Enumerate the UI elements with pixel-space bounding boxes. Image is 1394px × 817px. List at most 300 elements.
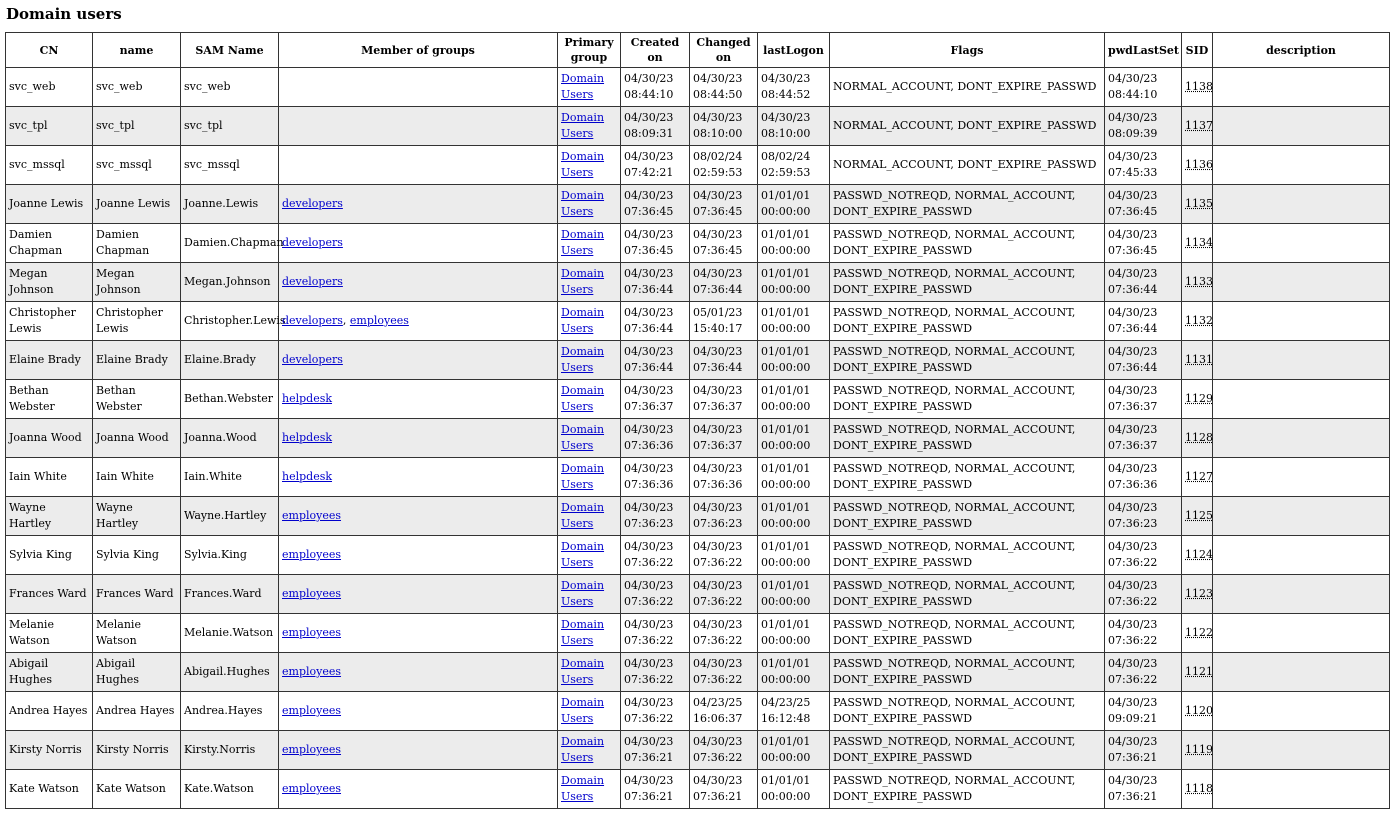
cell-flags: NORMAL_ACCOUNT, DONT_EXPIRE_PASSWD: [830, 146, 1105, 185]
cell-pwd-last-set: 04/30/23 07:36:22: [1105, 575, 1182, 614]
cell-flags: PASSWD_NOTREQD, NORMAL_ACCOUNT, DONT_EXPIRE_PASSWD: [830, 731, 1105, 770]
cell-created-on: 04/30/23 07:36:44: [621, 263, 690, 302]
sid-value[interactable]: 1120: [1185, 704, 1213, 717]
cell-description: [1213, 770, 1390, 809]
cell-pwd-last-set: 04/30/23 07:36:44: [1105, 341, 1182, 380]
cell-cn: Joanne Lewis: [6, 185, 93, 224]
cell-last-logon: 01/01/01 00:00:00: [758, 224, 830, 263]
cell-name: Frances Ward: [93, 575, 181, 614]
column-header-flags[interactable]: Flags: [830, 33, 1105, 68]
cell-last-logon: 01/01/01 00:00:00: [758, 731, 830, 770]
cell-pwd-last-set: 04/30/23 07:36:45: [1105, 185, 1182, 224]
cell-name: Kate Watson: [93, 770, 181, 809]
primary-group-link[interactable]: Domain Users: [561, 423, 605, 452]
cell-changed-on: 04/30/23 07:36:37: [690, 419, 758, 458]
cell-sid: [1182, 458, 1213, 497]
cell-sid: [1182, 653, 1213, 692]
cell-primary-group: [558, 185, 621, 224]
primary-group-link[interactable]: Domain Users: [561, 228, 605, 257]
table-body: [6, 68, 1390, 809]
sid-value[interactable]: 1123: [1185, 587, 1213, 600]
cell-description: [1213, 614, 1390, 653]
cell-created-on: 04/30/23 07:36:21: [621, 770, 690, 809]
cell-changed-on: 04/30/23 07:36:36: [690, 458, 758, 497]
column-header-primary-group[interactable]: Primary group: [558, 33, 621, 68]
table-row: [6, 614, 1390, 653]
cell-last-logon: 01/01/01 00:00:00: [758, 653, 830, 692]
table-row: [6, 302, 1390, 341]
table-row: [6, 263, 1390, 302]
cell-sid: [1182, 107, 1213, 146]
cell-pwd-last-set: 04/30/23 07:36:44: [1105, 263, 1182, 302]
table-row: [6, 185, 1390, 224]
cell-created-on: 04/30/23 07:36:22: [621, 692, 690, 731]
cell-created-on: 04/30/23 07:36:36: [621, 458, 690, 497]
cell-flags: PASSWD_NOTREQD, NORMAL_ACCOUNT, DONT_EXPIRE_PASSWD: [830, 614, 1105, 653]
cell-sid: [1182, 224, 1213, 263]
cell-changed-on: 04/30/23 08:10:00: [690, 107, 758, 146]
cell-primary-group: [558, 68, 621, 107]
cell-name: Christopher Lewis: [93, 302, 181, 341]
sid-value[interactable]: 1138: [1185, 80, 1213, 93]
cell-description: [1213, 653, 1390, 692]
group-link[interactable]: employees: [349, 314, 409, 327]
cell-description: [1213, 302, 1390, 341]
cell-member-of-groups: [279, 263, 558, 302]
cell-cn: Christopher Lewis: [6, 302, 93, 341]
cell-created-on: 04/30/23 07:36:22: [621, 614, 690, 653]
group-link[interactable]: employees: [282, 743, 342, 756]
group-link[interactable]: helpdesk: [282, 392, 333, 405]
cell-description: [1213, 107, 1390, 146]
cell-sid: [1182, 185, 1213, 224]
cell-pwd-last-set: 04/30/23 07:36:44: [1105, 302, 1182, 341]
cell-primary-group: [558, 653, 621, 692]
cell-sam-name: svc_mssql: [181, 146, 279, 185]
column-header-member-of-groups[interactable]: Member of groups: [279, 33, 558, 68]
cell-primary-group: [558, 575, 621, 614]
sid-value[interactable]: 1128: [1185, 431, 1213, 444]
cell-description: [1213, 263, 1390, 302]
sid-value[interactable]: 1137: [1185, 119, 1213, 132]
cell-pwd-last-set: 04/30/23 07:36:21: [1105, 731, 1182, 770]
cell-last-logon: 04/23/25 16:12:48: [758, 692, 830, 731]
cell-sid: [1182, 575, 1213, 614]
cell-primary-group: [558, 146, 621, 185]
sid-value[interactable]: 1119: [1185, 743, 1213, 756]
cell-created-on: 04/30/23 07:36:44: [621, 302, 690, 341]
cell-last-logon: 01/01/01 00:00:00: [758, 380, 830, 419]
group-link[interactable]: employees: [282, 587, 342, 600]
cell-flags: PASSWD_NOTREQD, NORMAL_ACCOUNT, DONT_EXPIRE_PASSWD: [830, 224, 1105, 263]
table-row: [6, 380, 1390, 419]
sid-value[interactable]: 1121: [1185, 665, 1213, 678]
group-link[interactable]: employees: [282, 626, 342, 639]
cell-created-on: 04/30/23 08:09:31: [621, 107, 690, 146]
cell-sid: [1182, 419, 1213, 458]
cell-last-logon: 04/30/23 08:44:52: [758, 68, 830, 107]
cell-sid: [1182, 380, 1213, 419]
cell-member-of-groups: [279, 341, 558, 380]
cell-sam-name: Andrea.Hayes: [181, 692, 279, 731]
cell-name: svc_web: [93, 68, 181, 107]
cell-cn: svc_tpl: [6, 107, 93, 146]
cell-sam-name: Abigail.Hughes: [181, 653, 279, 692]
group-link[interactable]: employees: [282, 782, 342, 795]
cell-pwd-last-set: 04/30/23 07:36:22: [1105, 614, 1182, 653]
cell-description: [1213, 419, 1390, 458]
cell-created-on: 04/30/23 07:42:21: [621, 146, 690, 185]
cell-cn: Andrea Hayes: [6, 692, 93, 731]
cell-flags: PASSWD_NOTREQD, NORMAL_ACCOUNT, DONT_EXPIRE_PASSWD: [830, 458, 1105, 497]
table-header: [6, 33, 1390, 68]
cell-name: Damien Chapman: [93, 224, 181, 263]
sid-value[interactable]: 1136: [1185, 158, 1213, 171]
primary-group-link[interactable]: Domain Users: [561, 345, 605, 374]
cell-member-of-groups: [279, 536, 558, 575]
cell-flags: PASSWD_NOTREQD, NORMAL_ACCOUNT, DONT_EXPIRE_PASSWD: [830, 185, 1105, 224]
cell-description: [1213, 146, 1390, 185]
cell-member-of-groups: [279, 419, 558, 458]
cell-member-of-groups: [279, 68, 558, 107]
cell-member-of-groups: [279, 731, 558, 770]
cell-primary-group: [558, 341, 621, 380]
cell-changed-on: 04/23/25 16:06:37: [690, 692, 758, 731]
table-row: [6, 731, 1390, 770]
primary-group-link[interactable]: Domain Users: [561, 696, 605, 725]
cell-member-of-groups: [279, 146, 558, 185]
primary-group-link[interactable]: Domain Users: [561, 267, 605, 296]
cell-cn: Megan Johnson: [6, 263, 93, 302]
cell-sid: [1182, 497, 1213, 536]
cell-changed-on: 04/30/23 08:44:50: [690, 68, 758, 107]
cell-created-on: 04/30/23 07:36:37: [621, 380, 690, 419]
cell-cn: Iain White: [6, 458, 93, 497]
sid-value[interactable]: 1118: [1185, 782, 1213, 795]
cell-description: [1213, 341, 1390, 380]
cell-cn: Joanna Wood: [6, 419, 93, 458]
cell-cn: Damien Chapman: [6, 224, 93, 263]
cell-name: Joanne Lewis: [93, 185, 181, 224]
cell-pwd-last-set: 04/30/23 07:36:45: [1105, 224, 1182, 263]
cell-flags: PASSWD_NOTREQD, NORMAL_ACCOUNT, DONT_EXPIRE_PASSWD: [830, 497, 1105, 536]
cell-member-of-groups: [279, 653, 558, 692]
cell-primary-group: [558, 614, 621, 653]
cell-sam-name: Joanne.Lewis: [181, 185, 279, 224]
sid-value[interactable]: 1134: [1185, 236, 1213, 249]
cell-changed-on: 08/02/24 02:59:53: [690, 146, 758, 185]
primary-group-link[interactable]: Domain Users: [561, 540, 605, 569]
table-row: [6, 419, 1390, 458]
cell-description: [1213, 380, 1390, 419]
cell-cn: Melanie Watson: [6, 614, 93, 653]
cell-last-logon: 01/01/01 00:00:00: [758, 614, 830, 653]
cell-flags: PASSWD_NOTREQD, NORMAL_ACCOUNT, DONT_EXPIRE_PASSWD: [830, 263, 1105, 302]
cell-last-logon: 08/02/24 02:59:53: [758, 146, 830, 185]
cell-description: [1213, 536, 1390, 575]
column-header-changed-on[interactable]: Changed on: [690, 33, 758, 68]
group-link[interactable]: employees: [282, 665, 342, 678]
cell-flags: PASSWD_NOTREQD, NORMAL_ACCOUNT, DONT_EXPIRE_PASSWD: [830, 575, 1105, 614]
cell-primary-group: [558, 536, 621, 575]
cell-member-of-groups: [279, 770, 558, 809]
cell-name: Kirsty Norris: [93, 731, 181, 770]
group-link[interactable]: developers: [282, 197, 343, 210]
primary-group-link[interactable]: Domain Users: [561, 579, 605, 608]
cell-primary-group: [558, 497, 621, 536]
column-header-created-on[interactable]: Created on: [621, 33, 690, 68]
cell-flags: NORMAL_ACCOUNT, DONT_EXPIRE_PASSWD: [830, 68, 1105, 107]
cell-sid: [1182, 341, 1213, 380]
cell-last-logon: 01/01/01 00:00:00: [758, 575, 830, 614]
cell-sid: [1182, 731, 1213, 770]
column-header-cn[interactable]: CN: [6, 33, 93, 68]
cell-sam-name: Melanie.Watson: [181, 614, 279, 653]
sid-value[interactable]: 1129: [1185, 392, 1213, 405]
table-row: [6, 770, 1390, 809]
cell-sid: [1182, 536, 1213, 575]
group-link[interactable]: developers: [282, 353, 343, 366]
column-header-description[interactable]: description: [1213, 33, 1390, 68]
cell-cn: Frances Ward: [6, 575, 93, 614]
cell-member-of-groups: [279, 692, 558, 731]
cell-pwd-last-set: 04/30/23 07:36:36: [1105, 458, 1182, 497]
cell-name: Megan Johnson: [93, 263, 181, 302]
cell-changed-on: 04/30/23 07:36:22: [690, 731, 758, 770]
cell-cn: Bethan Webster: [6, 380, 93, 419]
cell-member-of-groups: [279, 107, 558, 146]
table-row: [6, 575, 1390, 614]
cell-description: [1213, 68, 1390, 107]
domain-users-table: [5, 32, 1390, 809]
cell-description: [1213, 458, 1390, 497]
primary-group-link[interactable]: Domain Users: [561, 306, 605, 335]
cell-description: [1213, 185, 1390, 224]
cell-sam-name: Bethan.Webster: [181, 380, 279, 419]
cell-sam-name: Wayne.Hartley: [181, 497, 279, 536]
cell-created-on: 04/30/23 08:44:10: [621, 68, 690, 107]
cell-pwd-last-set: 04/30/23 07:36:37: [1105, 380, 1182, 419]
column-header-pwd-last-set[interactable]: pwdLastSet: [1105, 33, 1182, 68]
cell-sid: [1182, 146, 1213, 185]
cell-cn: Elaine Brady: [6, 341, 93, 380]
cell-name: Andrea Hayes: [93, 692, 181, 731]
cell-pwd-last-set: 04/30/23 08:09:39: [1105, 107, 1182, 146]
cell-primary-group: [558, 692, 621, 731]
cell-changed-on: 04/30/23 07:36:37: [690, 380, 758, 419]
primary-group-link[interactable]: Domain Users: [561, 618, 605, 647]
primary-group-link[interactable]: Domain Users: [561, 774, 605, 803]
column-header-sid[interactable]: SID: [1182, 33, 1213, 68]
cell-last-logon: 01/01/01 00:00:00: [758, 536, 830, 575]
cell-created-on: 04/30/23 07:36:44: [621, 341, 690, 380]
sid-value[interactable]: 1131: [1185, 353, 1213, 366]
table-row: [6, 653, 1390, 692]
cell-name: svc_tpl: [93, 107, 181, 146]
cell-pwd-last-set: 04/30/23 07:36:37: [1105, 419, 1182, 458]
primary-group-link[interactable]: Domain Users: [561, 72, 605, 101]
primary-group-link[interactable]: Domain Users: [561, 150, 605, 179]
cell-created-on: 04/30/23 07:36:36: [621, 419, 690, 458]
group-link[interactable]: employees: [282, 548, 342, 561]
cell-changed-on: 04/30/23 07:36:44: [690, 263, 758, 302]
sid-value[interactable]: 1132: [1185, 314, 1213, 327]
group-link[interactable]: employees: [282, 509, 342, 522]
group-link[interactable]: developers: [282, 314, 343, 327]
cell-name: Joanna Wood: [93, 419, 181, 458]
cell-pwd-last-set: 04/30/23 07:36:21: [1105, 770, 1182, 809]
cell-sam-name: svc_tpl: [181, 107, 279, 146]
cell-sam-name: Christopher.Lewis: [181, 302, 279, 341]
cell-created-on: 04/30/23 07:36:21: [621, 731, 690, 770]
cell-cn: Abigail Hughes: [6, 653, 93, 692]
cell-name: Elaine Brady: [93, 341, 181, 380]
cell-flags: PASSWD_NOTREQD, NORMAL_ACCOUNT, DONT_EXPIRE_PASSWD: [830, 302, 1105, 341]
group-link[interactable]: developers: [282, 236, 343, 249]
cell-last-logon: 01/01/01 00:00:00: [758, 458, 830, 497]
cell-pwd-last-set: 04/30/23 08:44:10: [1105, 68, 1182, 107]
sid-value[interactable]: 1133: [1185, 275, 1213, 288]
cell-cn: svc_web: [6, 68, 93, 107]
column-header-name[interactable]: name: [93, 33, 181, 68]
cell-member-of-groups: [279, 614, 558, 653]
cell-pwd-last-set: 04/30/23 07:36:22: [1105, 536, 1182, 575]
cell-member-of-groups: [279, 185, 558, 224]
cell-changed-on: 04/30/23 07:36:22: [690, 575, 758, 614]
cell-sid: [1182, 692, 1213, 731]
primary-group-link[interactable]: Domain Users: [561, 657, 605, 686]
table-row: [6, 692, 1390, 731]
cell-sam-name: Elaine.Brady: [181, 341, 279, 380]
cell-created-on: 04/30/23 07:36:45: [621, 185, 690, 224]
cell-flags: PASSWD_NOTREQD, NORMAL_ACCOUNT, DONT_EXPIRE_PASSWD: [830, 341, 1105, 380]
group-link[interactable]: developers: [282, 275, 343, 288]
cell-created-on: 04/30/23 07:36:23: [621, 497, 690, 536]
cell-last-logon: 01/01/01 00:00:00: [758, 263, 830, 302]
cell-changed-on: 04/30/23 07:36:22: [690, 536, 758, 575]
cell-changed-on: 04/30/23 07:36:22: [690, 653, 758, 692]
cell-created-on: 04/30/23 07:36:45: [621, 224, 690, 263]
cell-pwd-last-set: 04/30/23 07:45:33: [1105, 146, 1182, 185]
cell-name: Iain White: [93, 458, 181, 497]
cell-sam-name: Iain.White: [181, 458, 279, 497]
page-title: Domain users: [6, 5, 122, 23]
group-link[interactable]: employees: [282, 704, 342, 717]
cell-last-logon: 01/01/01 00:00:00: [758, 770, 830, 809]
cell-name: svc_mssql: [93, 146, 181, 185]
cell-primary-group: [558, 224, 621, 263]
cell-cn: Wayne Hartley: [6, 497, 93, 536]
cell-flags: PASSWD_NOTREQD, NORMAL_ACCOUNT, DONT_EXPIRE_PASSWD: [830, 770, 1105, 809]
sid-value[interactable]: 1122: [1185, 626, 1213, 639]
cell-sam-name: Kirsty.Norris: [181, 731, 279, 770]
cell-cn: svc_mssql: [6, 146, 93, 185]
sid-value[interactable]: 1127: [1185, 470, 1213, 483]
cell-member-of-groups: [279, 497, 558, 536]
cell-last-logon: 01/01/01 00:00:00: [758, 341, 830, 380]
cell-member-of-groups: [279, 224, 558, 263]
sid-value[interactable]: 1125: [1185, 509, 1213, 522]
cell-sam-name: Megan.Johnson: [181, 263, 279, 302]
cell-description: [1213, 575, 1390, 614]
cell-member-of-groups: [279, 380, 558, 419]
cell-created-on: 04/30/23 07:36:22: [621, 536, 690, 575]
cell-primary-group: [558, 107, 621, 146]
cell-cn: Kate Watson: [6, 770, 93, 809]
cell-flags: NORMAL_ACCOUNT, DONT_EXPIRE_PASSWD: [830, 107, 1105, 146]
cell-sid: [1182, 302, 1213, 341]
cell-last-logon: 01/01/01 00:00:00: [758, 185, 830, 224]
header-row: [6, 33, 1390, 68]
table-row: [6, 341, 1390, 380]
cell-name: Melanie Watson: [93, 614, 181, 653]
cell-sam-name: Frances.Ward: [181, 575, 279, 614]
cell-description: [1213, 224, 1390, 263]
table-row: [6, 458, 1390, 497]
sid-value[interactable]: 1135: [1185, 197, 1213, 210]
cell-cn: Sylvia King: [6, 536, 93, 575]
primary-group-link[interactable]: Domain Users: [561, 462, 605, 491]
table-row: [6, 68, 1390, 107]
primary-group-link[interactable]: Domain Users: [561, 384, 605, 413]
cell-changed-on: 04/30/23 07:36:23: [690, 497, 758, 536]
cell-last-logon: 04/30/23 08:10:00: [758, 107, 830, 146]
table-row: [6, 497, 1390, 536]
cell-member-of-groups: [279, 575, 558, 614]
cell-flags: PASSWD_NOTREQD, NORMAL_ACCOUNT, DONT_EXPIRE_PASSWD: [830, 692, 1105, 731]
cell-created-on: 04/30/23 07:36:22: [621, 653, 690, 692]
cell-primary-group: [558, 731, 621, 770]
primary-group-link[interactable]: Domain Users: [561, 501, 605, 530]
cell-changed-on: 05/01/23 15:40:17: [690, 302, 758, 341]
cell-sam-name: svc_web: [181, 68, 279, 107]
cell-member-of-groups: [279, 458, 558, 497]
group-link[interactable]: helpdesk: [282, 431, 333, 444]
primary-group-link[interactable]: Domain Users: [561, 735, 605, 764]
cell-name: Sylvia King: [93, 536, 181, 575]
column-header-last-logon[interactable]: lastLogon: [758, 33, 830, 68]
cell-member-of-groups: developers, employees: [279, 302, 558, 341]
cell-description: [1213, 731, 1390, 770]
group-link[interactable]: helpdesk: [282, 470, 333, 483]
cell-sid: [1182, 263, 1213, 302]
cell-changed-on: 04/30/23 07:36:44: [690, 341, 758, 380]
cell-name: Wayne Hartley: [93, 497, 181, 536]
cell-flags: PASSWD_NOTREQD, NORMAL_ACCOUNT, DONT_EXPIRE_PASSWD: [830, 380, 1105, 419]
column-header-sam-name[interactable]: SAM Name: [181, 33, 279, 68]
cell-sam-name: Kate.Watson: [181, 770, 279, 809]
cell-pwd-last-set: 04/30/23 09:09:21: [1105, 692, 1182, 731]
table-row: [6, 536, 1390, 575]
cell-description: [1213, 497, 1390, 536]
cell-sam-name: Sylvia.King: [181, 536, 279, 575]
cell-primary-group: [558, 458, 621, 497]
cell-sid: [1182, 614, 1213, 653]
table-row: [6, 224, 1390, 263]
primary-group-link[interactable]: Domain Users: [561, 189, 605, 218]
cell-flags: PASSWD_NOTREQD, NORMAL_ACCOUNT, DONT_EXPIRE_PASSWD: [830, 653, 1105, 692]
cell-name: Abigail Hughes: [93, 653, 181, 692]
cell-sid: [1182, 68, 1213, 107]
cell-pwd-last-set: 04/30/23 07:36:22: [1105, 653, 1182, 692]
cell-changed-on: 04/30/23 07:36:45: [690, 185, 758, 224]
sid-value[interactable]: 1124: [1185, 548, 1213, 561]
primary-group-link[interactable]: Domain Users: [561, 111, 605, 140]
cell-primary-group: [558, 302, 621, 341]
cell-last-logon: 01/01/01 00:00:00: [758, 419, 830, 458]
cell-flags: PASSWD_NOTREQD, NORMAL_ACCOUNT, DONT_EXPIRE_PASSWD: [830, 536, 1105, 575]
table-row: [6, 146, 1390, 185]
